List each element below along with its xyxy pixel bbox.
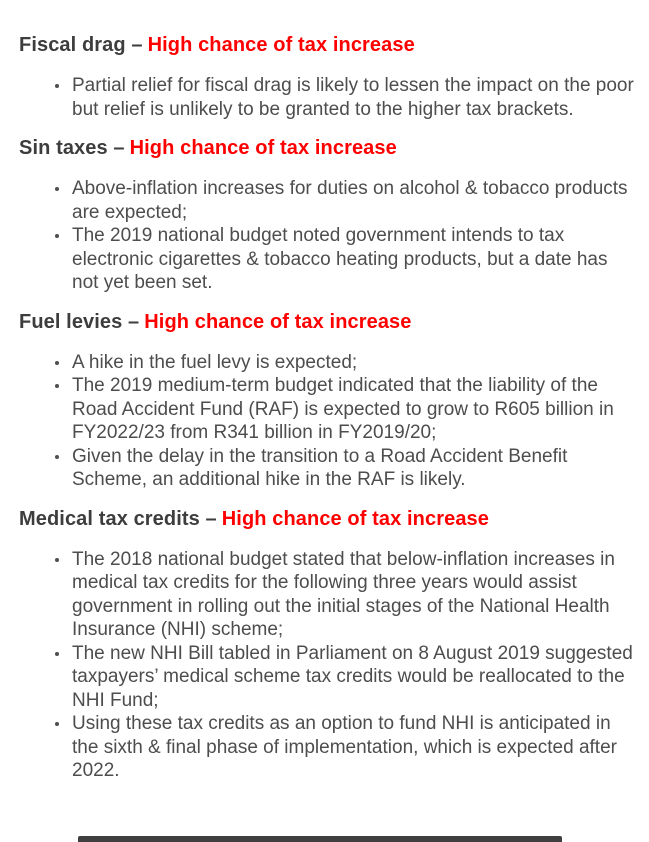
bullet-marker-icon [55,361,59,365]
heading-label: Fuel levies – [19,310,140,333]
bullet-text: The 2019 national budget noted government intends to tax electronic cigarettes & tobacco heating products, but a date has not yet been set. [72,225,608,293]
bullet-text: The 2019 medium-term budget indicated that the liability of the Road Accident Fund (RAF) is expected to grow to R605 billion in FY2022/23 from R341 billion in FY2019/20; [72,375,614,443]
heading-highlight: High chance of tax increase [129,137,397,159]
bullet-marker-icon [55,84,59,88]
bullet-text: Using these tax credits as an option to fund NHI is anticipated in the sixth & final phase of implementation, which is expected after 2022. [72,713,617,781]
bullet-list-sin-taxes [19,177,639,295]
bullet-list-fuel-levies [19,351,639,492]
bullet-list-fiscal-drag [19,74,639,121]
bullet-item [72,374,639,445]
section-heading-sin-taxes [19,137,639,160]
bullet-item [72,74,639,121]
bullet-marker-icon [55,384,59,388]
bullet-text: Above-inflation increases for duties on alcohol & tobacco products are expected; [72,178,628,223]
bullet-item [72,224,639,295]
bullet-marker-icon [55,187,59,191]
bullet-text: A hike in the fuel levy is expected; [72,351,358,373]
section-heading-medical-tax-credits [19,508,639,531]
bullet-marker-icon [55,722,59,726]
heading-label: Medical tax credits – [19,507,217,530]
bullet-text: Given the delay in the transition to a Road Accident Benefit Scheme, an additional hike in the RAF is likely. [72,445,568,490]
heading-highlight: High chance of tax increase [144,310,412,333]
bullet-marker-icon [55,558,59,562]
bullet-marker-icon [55,652,59,656]
bullet-text: Partial relief for fiscal drag is likely to lessen the impact on the poor but relief is unlikely to be granted to the higher tax brackets. [72,75,634,120]
bullet-text: The new NHI Bill tabled in Parliament on 8 August 2019 suggested taxpayers’ medical scheme tax credits would be reallocated to the NHI Fund; [72,642,633,711]
bullet-item [72,445,639,492]
heading-highlight: High chance of tax increase [147,34,415,56]
bullet-text: The 2018 national budget stated that below-inflation increases in medical tax credits for the following three years would assist government in rolling out the initial stages of the National Health Insurance (NHI) scheme; [72,548,615,640]
bullet-item [72,351,639,375]
heading-label: Fiscal drag – [19,34,143,56]
heading-label: Sin taxes – [19,137,125,159]
heading-highlight: High chance of tax increase [221,507,489,530]
bullet-marker-icon [55,234,59,238]
bullet-marker-icon [55,455,59,459]
section-heading-fiscal-drag [19,34,639,57]
bullet-item [72,642,639,713]
horizontal-scrollbar-thumb[interactable] [78,836,562,842]
bullet-list-medical-tax-credits [19,548,639,783]
bullet-item [72,548,639,642]
bullet-item [72,177,639,224]
bullet-item [72,712,639,783]
section-heading-fuel-levies [19,311,639,334]
